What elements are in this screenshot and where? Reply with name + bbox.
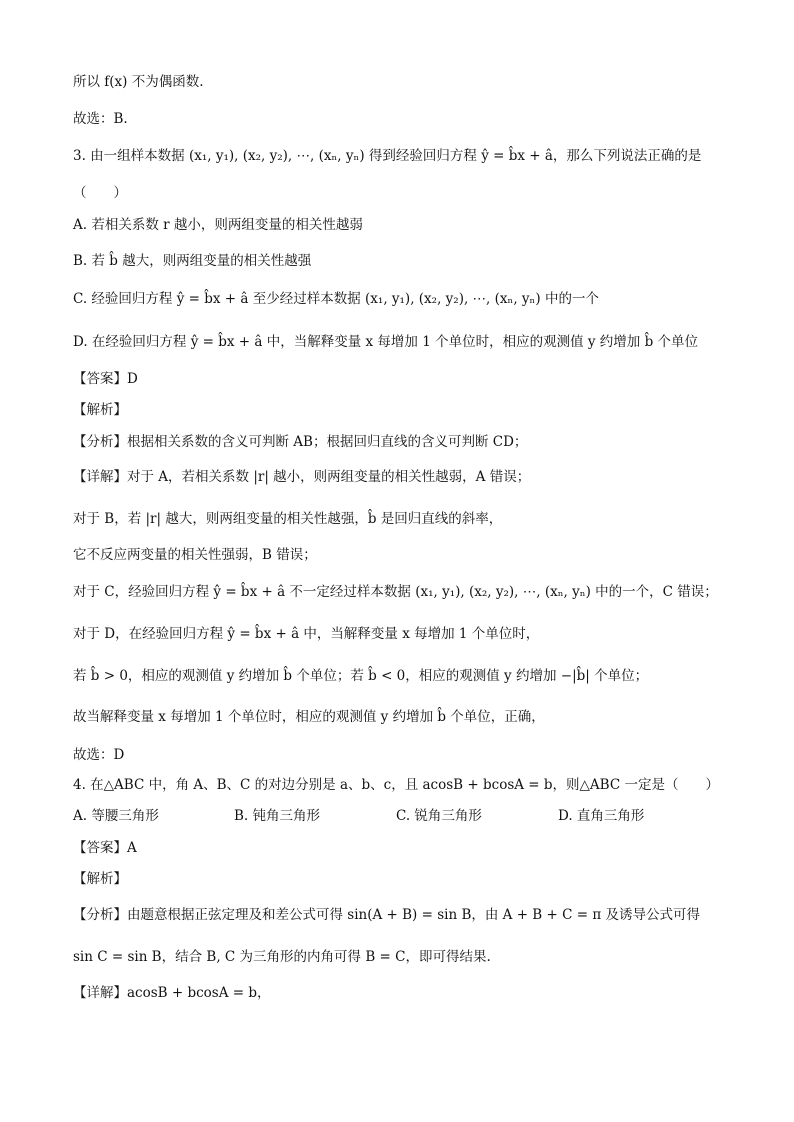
line-02: 故选：B. (73, 111, 128, 127)
answer-3: 【答案】D (73, 371, 138, 387)
analysis-3-summary: 【分析】根据相关系数的含义可判断 AB；根据回归直线的含义可判断 CD； (73, 434, 528, 450)
detail-3-a: 【详解】对于 A，若相关系数 |r| 越小，则两组变量的相关性越弱，A 错误； (73, 469, 531, 485)
question-3-paren: （ ） (73, 185, 127, 201)
question-3-stem: 3. 由一组样本数据 (x₁, y₁), (x₂, y₂), ⋯, (xₙ, yₙ) 得到经验回归方程 ŷ = b̂x + â，那么下列说法正确的是 (73, 148, 702, 164)
question-4-option-b: B. 钝角三角形 (234, 808, 321, 824)
analysis-4-heading: 【解析】 (73, 871, 127, 887)
detail-4: 【详解】acosB + bcosA = b， (73, 985, 271, 1001)
question-4-option-a: A. 等腰三角形 (73, 808, 159, 824)
question-3-option-b: B. 若 b̂ 越大，则两组变量的相关性越强 (73, 253, 312, 269)
detail-3-d3: 故当解释变量 x 每增加 1 个单位时，相应的观测值 y 约增加 b̂ 个单位，正确， (73, 709, 545, 725)
detail-3-c: 对于 C，经验回归方程 ŷ = b̂x + â 不一定经过样本数据 (x₁, y₁), (x₂, y₂), ⋯, (xₙ, yₙ) 中的一个，C 错误； (73, 584, 718, 600)
question-3-option-a: A. 若相关系数 r 越小，则两组变量的相关性越弱 (73, 217, 363, 233)
conclusion-3: 故选：D (73, 747, 125, 763)
question-3-option-d: D. 在经验回归方程 ŷ = b̂x + â 中，当解释变量 x 每增加 1 个单位时，相应的观测值 y 约增加 b̂ 个单位 (73, 334, 699, 350)
analysis-4-line-2: sin C = sin B，结合 B, C 为三角形的内角可得 B = C，即可得结果. (73, 949, 491, 965)
detail-3-d2: 若 b̂ > 0，相应的观测值 y 约增加 b̂ 个单位；若 b̂ < 0，相应的观测值 y 约增加 −|b̂| 个单位； (73, 668, 649, 684)
detail-3-b1: 对于 B，若 |r| 越大，则两组变量的相关性越强，b̂ 是回归直线的斜率， (73, 511, 503, 527)
question-4-stem: 4. 在△ABC 中，角 A、B、C 的对边分别是 a、b、c，且 acosB + bcosA = b，则△ABC 一定是（ ） (73, 777, 719, 793)
question-4-option-c: C. 锐角三角形 (396, 808, 482, 824)
question-3-option-c: C. 经验回归方程 ŷ = b̂x + â 至少经过样本数据 (x₁, y₁), (x₂, y₂), ⋯, (xₙ, yₙ) 中的一个 (73, 291, 599, 307)
question-4-option-d: D. 直角三角形 (558, 808, 645, 824)
analysis-4-line-1: 【分析】由题意根据正弦定理及和差公式可得 sin(A + B) = sin B，由 A + B + C = π 及诱导公式可得 (73, 907, 701, 923)
detail-3-d1: 对于 D，在经验回归方程 ŷ = b̂x + â 中，当解释变量 x 每增加 1 个单位时， (73, 626, 540, 642)
answer-4: 【答案】A (73, 840, 137, 856)
detail-3-b2: 它不反应两变量的相关性强弱，B 错误； (73, 547, 317, 563)
line-01: 所以 f(x) 不为偶函数. (73, 74, 204, 90)
analysis-3-heading: 【解析】 (73, 402, 127, 418)
